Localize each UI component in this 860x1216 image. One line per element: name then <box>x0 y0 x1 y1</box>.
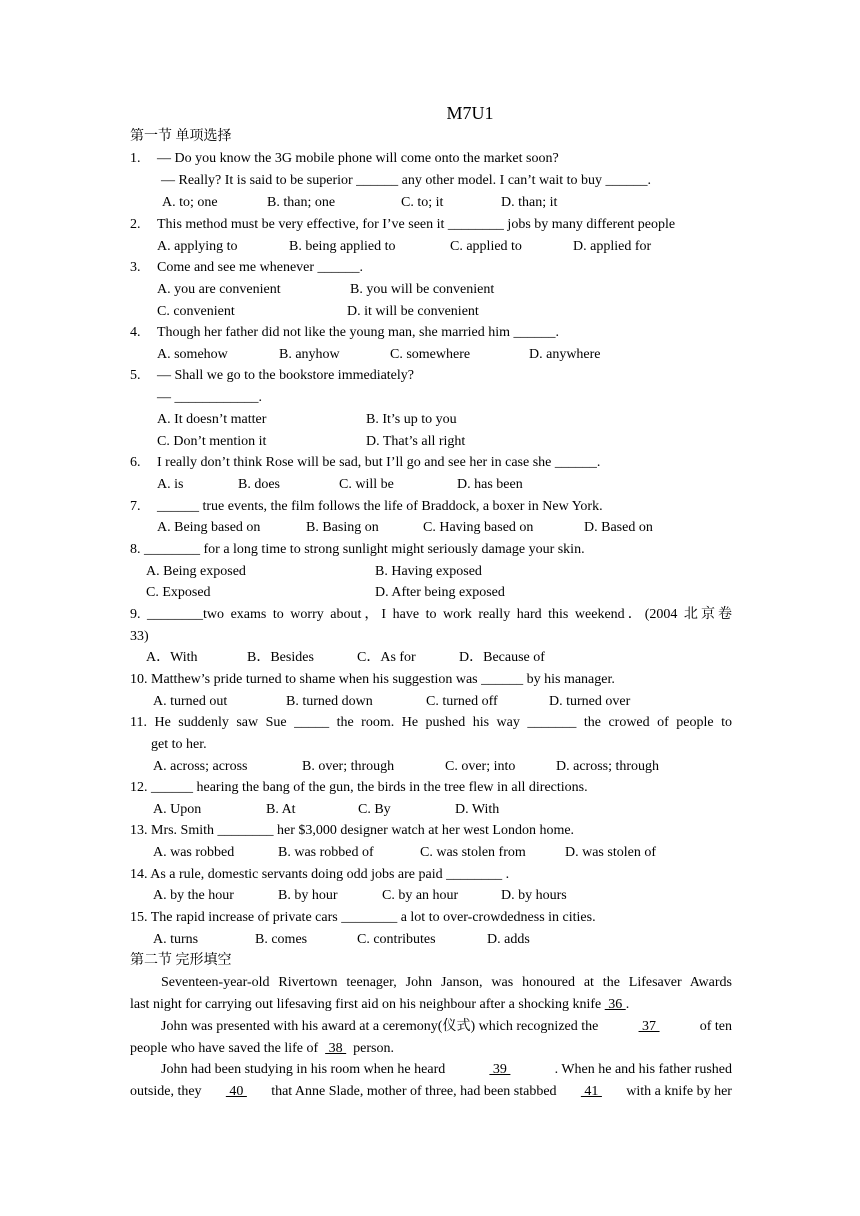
question-number: 7. <box>130 499 141 514</box>
option-a: A. by the hour <box>153 888 234 903</box>
option-c: C. somewhere <box>390 347 471 362</box>
passage-text: last night for carrying out lifesaving first aid on his neighbour after a shocking knife <box>130 997 602 1012</box>
option-c: C．As for <box>357 650 416 665</box>
option-a: A. to; one <box>162 195 218 210</box>
passage-line: Seventeen-year-old Rivertown teenager, John Janson, was honoured at the Lifesaver Awards <box>161 975 732 990</box>
passage-text: . <box>625 997 630 1012</box>
question-stem: 9. ________two exams to worry about，I have to work really hard this weekend．(2004 北京卷 <box>130 607 732 622</box>
option-a: A. It doesn’t matter <box>157 412 267 427</box>
option-d: D. than; it <box>501 195 558 210</box>
option-c: C. applied to <box>450 239 522 254</box>
question-stem: 12. ______ hearing the bang of the gun, the birds in the tree flew in all directions. <box>130 780 588 795</box>
question-stem: ______ true events, the film follows the life of Braddock, a boxer in New York. <box>157 499 603 514</box>
cloze-blank-37: 37 <box>638 1019 660 1034</box>
option-b: B. Having exposed <box>375 564 482 579</box>
option-d: D. was stolen of <box>565 845 656 860</box>
option-a: A. Upon <box>153 802 202 817</box>
option-d: D. adds <box>487 932 530 947</box>
passage-text: that Anne Slade, mother of three, had been stabbed <box>271 1084 557 1099</box>
option-b: B. was robbed of <box>278 845 374 860</box>
question-stem: 8. ________ for a long time to strong sunlight might seriously damage your skin. <box>130 542 585 557</box>
question-number: 2. <box>130 217 141 232</box>
option-d: D. anywhere <box>529 347 601 362</box>
section2-heading: 第二节 完形填空 <box>130 953 232 968</box>
option-b: B. over; through <box>302 759 395 774</box>
option-d: D. After being exposed <box>375 585 505 600</box>
question-stem-continued: get to her. <box>151 737 207 752</box>
option-a: A. is <box>157 477 184 492</box>
option-d: D. That’s all right <box>366 434 466 449</box>
question-dialogue-line: –– ____________. <box>157 390 262 405</box>
passage-line <box>161 1061 732 1079</box>
question-number: 4. <box>130 325 141 340</box>
question-dialogue-line: –– Shall we go to the bookstore immediately? <box>157 368 415 383</box>
option-c: C. Having based on <box>423 520 534 535</box>
option-c: C. contributes <box>357 932 436 947</box>
cloze-blank-40: 40 <box>225 1084 247 1099</box>
cloze-blank-36: 36 <box>604 997 626 1012</box>
option-b: B. does <box>238 477 280 492</box>
question-stem: Though her father did not like the young man, she married him ______. <box>157 325 560 340</box>
option-d: D. by hours <box>501 888 567 903</box>
option-b: B. It’s up to you <box>366 412 457 427</box>
option-d: D. across; through <box>556 759 660 774</box>
option-b: B. by hour <box>278 888 338 903</box>
question-number: 6. <box>130 455 141 470</box>
question-dialogue-line: –– Do you know the 3G mobile phone will come onto the market soon? <box>157 151 559 166</box>
option-d: D．Because of <box>459 650 545 665</box>
option-d: D. applied for <box>573 239 652 254</box>
option-a: A. Being based on <box>157 520 261 535</box>
cloze-blank-38: 38 <box>325 1041 347 1056</box>
option-b: B. anyhow <box>279 347 340 362</box>
question-stem: 15. The rapid increase of private cars ________ a lot to over-crowdedness in cities. <box>130 910 596 925</box>
option-d: D. has been <box>457 477 523 492</box>
option-d: D. With <box>455 802 500 817</box>
question-stem: 13. Mrs. Smith ________ her $3,000 designer watch at her west London home. <box>130 823 575 838</box>
passage-line <box>161 1018 732 1036</box>
passage-line <box>130 996 629 1014</box>
cloze-blank-41: 41 <box>580 1084 602 1099</box>
section1-heading: 第一节 单项选择 <box>130 129 232 144</box>
option-a: A. you are convenient <box>157 282 281 297</box>
passage-text: John was presented with his award at a ceremony(仪式) which recognized the <box>161 1019 599 1034</box>
passage-text: with a knife by her <box>626 1084 732 1099</box>
option-b: B．Besides <box>247 650 314 665</box>
option-a: A. applying to <box>157 239 238 254</box>
option-d: D. it will be convenient <box>347 304 479 319</box>
option-d: D. Based on <box>584 520 653 535</box>
option-d: D. turned over <box>549 694 631 709</box>
option-c: C. was stolen from <box>420 845 526 860</box>
question-stem: This method must be very effective, for I’ve seen it ________ jobs by many different people <box>157 217 676 232</box>
option-c: C. over; into <box>445 759 516 774</box>
question-stem: 14. As a rule, domestic servants doing odd jobs are paid ________ . <box>130 867 510 882</box>
option-c: C. By <box>358 802 391 817</box>
option-b: B. than; one <box>267 195 336 210</box>
option-a: A．With <box>146 650 198 665</box>
question-number: 1. <box>130 151 141 166</box>
option-b: B. being applied to <box>289 239 396 254</box>
option-b: B. comes <box>255 932 308 947</box>
question-stem: 10. Matthew’s pride turned to shame when his suggestion was ______ by his manager. <box>130 672 615 687</box>
question-stem: I really don’t think Rose will be sad, but I’ll go and see her in case she ______. <box>157 455 601 470</box>
option-b: B. you will be convenient <box>350 282 495 297</box>
passage-text: people who have saved the life of <box>130 1041 319 1056</box>
question-dialogue-line: –– Really? It is said to be superior ______ any other model. I can’t wait to buy ______. <box>161 173 652 188</box>
passage-text: . When he and his father rushed <box>554 1062 732 1077</box>
passage-line <box>130 1083 732 1101</box>
question-stem-continued: 33) <box>130 629 149 644</box>
option-a: A. somehow <box>157 347 228 362</box>
question-number: 3. <box>130 260 141 275</box>
question-stem: Come and see me whenever ______. <box>157 260 364 275</box>
question-stem: 11. He suddenly saw Sue _____ the room. He pushed his way _______ the crowed of people to <box>130 715 732 730</box>
cloze-blank-39: 39 <box>489 1062 511 1077</box>
option-c: C. to; it <box>401 195 444 210</box>
option-c: C. by an hour <box>382 888 459 903</box>
passage-line <box>130 1040 394 1058</box>
passage-text: person. <box>353 1041 394 1056</box>
option-a: A. turned out <box>153 694 228 709</box>
option-b: B. At <box>266 802 296 817</box>
passage-text: outside, they <box>130 1084 202 1099</box>
option-c: C. turned off <box>426 694 498 709</box>
passage-text: of ten <box>699 1019 732 1034</box>
option-c: C. Exposed <box>146 585 211 600</box>
option-a: A. was robbed <box>153 845 235 860</box>
option-b: B. turned down <box>286 694 373 709</box>
option-a: A. turns <box>153 932 199 947</box>
option-b: B. Basing on <box>306 520 379 535</box>
option-a: A. Being exposed <box>146 564 246 579</box>
option-a: A. across; across <box>153 759 248 774</box>
passage-text: John had been studying in his room when he heard <box>161 1062 446 1077</box>
question-number: 5. <box>130 368 141 383</box>
option-c: C. convenient <box>157 304 235 319</box>
page-title: M7U1 <box>446 103 494 123</box>
option-c: C. Don’t mention it <box>157 434 267 449</box>
option-c: C. will be <box>339 477 394 492</box>
